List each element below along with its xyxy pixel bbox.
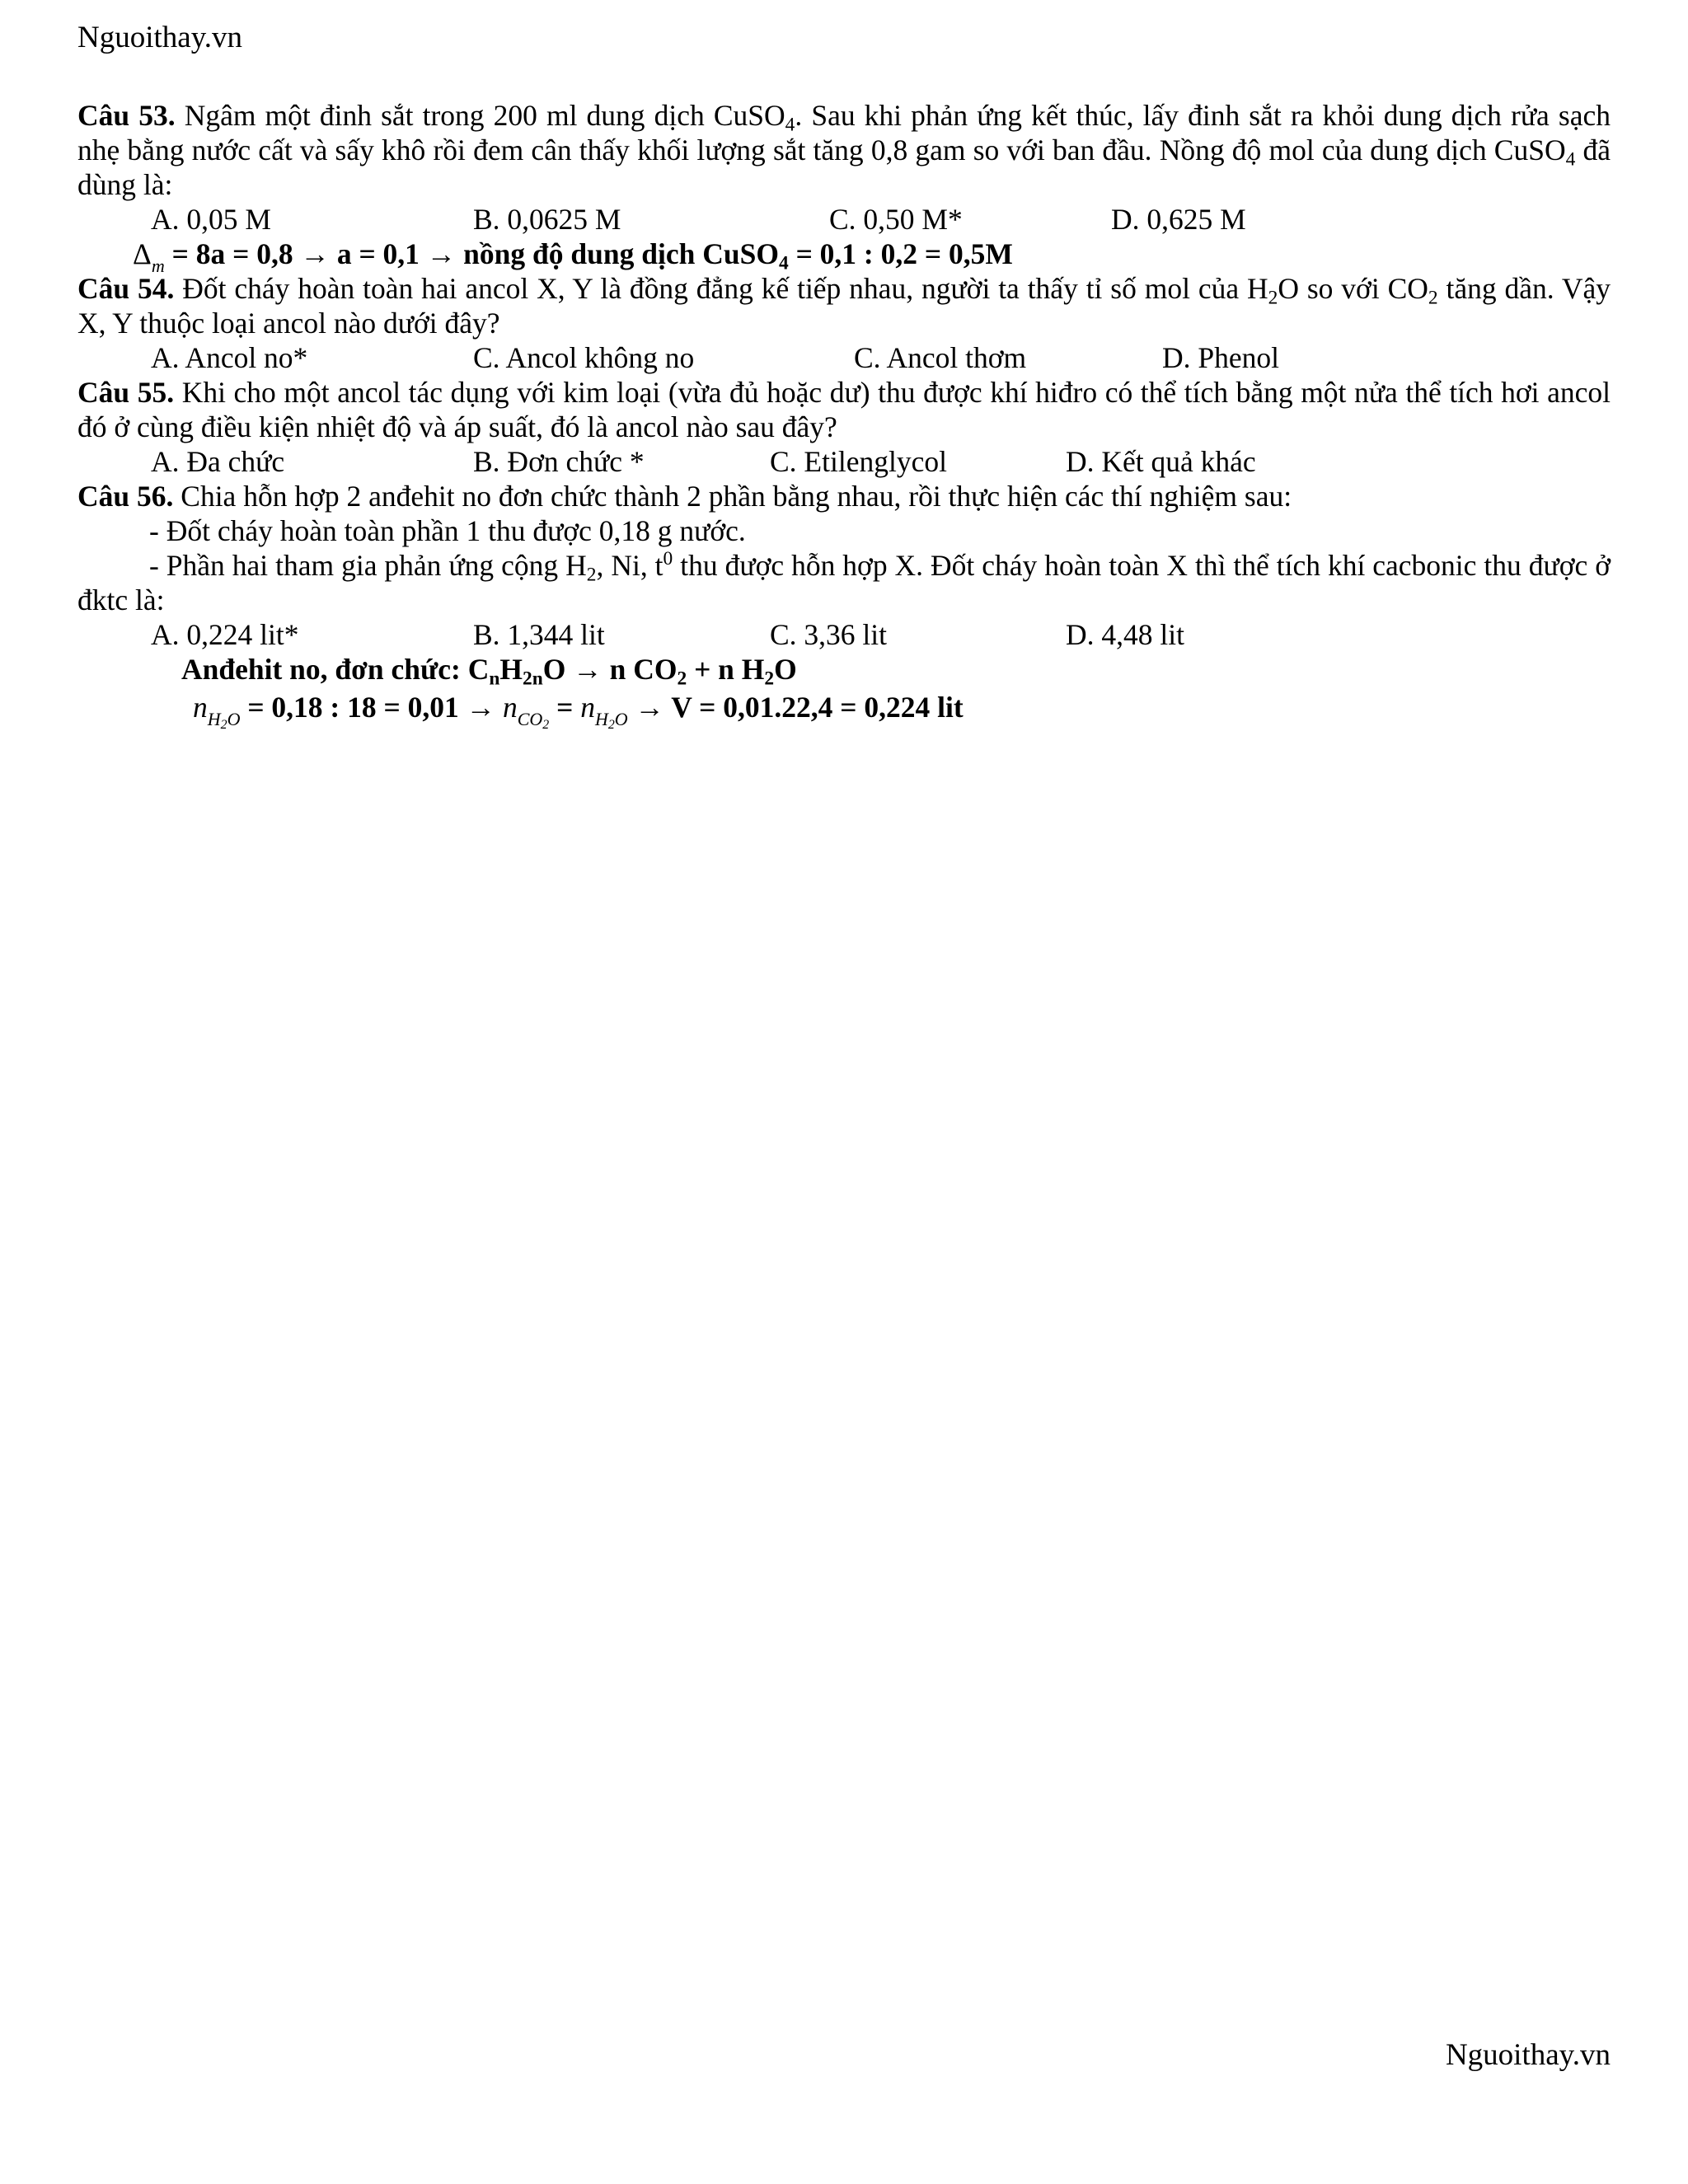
subscript: 2 <box>677 668 687 690</box>
question-54 <box>77 271 1611 340</box>
subscript-part: 2 <box>220 717 227 732</box>
solution-text: = <box>549 691 581 724</box>
question-53 <box>77 98 1611 202</box>
option-a: A. 0,05 M <box>151 203 271 236</box>
math-var: n <box>502 691 518 724</box>
option-b: B. 1,344 lit <box>473 618 605 651</box>
option-c: C. Ancol thơm <box>854 341 1027 374</box>
option-c: C. 3,36 lit <box>770 618 888 651</box>
subscript: 4 <box>778 252 789 274</box>
subscript: 4 <box>785 114 795 136</box>
solution-53 <box>77 237 1611 276</box>
option-a: A. 0,224 lit* <box>151 618 299 651</box>
content <box>77 98 1611 732</box>
delta-symbol: Δ <box>133 237 152 270</box>
subscript-part: H <box>594 708 608 729</box>
subscript-part: O <box>227 708 241 729</box>
question-text: tăng dần. Vậy X, Y thuộc loại ancol nào dưới đây? <box>77 272 1611 340</box>
solution-text: = 8a = 0,8 → a = 0,1 → nồng độ dung dịch CuSO <box>164 237 779 270</box>
subscript: 2 <box>586 564 597 586</box>
option-a: A. Ancol no* <box>151 341 308 374</box>
option-d: D. Kết quả khác <box>1066 445 1256 478</box>
step-2 <box>77 548 1611 617</box>
subscript-part: 2 <box>542 717 550 732</box>
question-number: Câu 56. <box>77 480 174 513</box>
solution-56-reaction <box>77 652 1611 690</box>
subscript: 2n <box>523 668 543 690</box>
option-d: D. 0,625 M <box>1111 203 1246 236</box>
option-d: D. 4,48 lit <box>1066 618 1184 651</box>
question-number: Câu 55. <box>77 376 175 409</box>
step-text: thu được hỗn hợp X. Đốt cháy hoàn toàn X thì thể tích khí cacbonic thu được ở đktc là: <box>77 549 1611 616</box>
solution-text: + n H <box>687 653 765 686</box>
question-number: Câu 53. <box>77 99 176 132</box>
solution-text: Anđehit no, đơn chức: C <box>181 653 490 686</box>
options-56 <box>77 617 1611 652</box>
subscript-part: CO <box>517 708 543 729</box>
option-b: B. 0,0625 M <box>473 203 621 236</box>
subscript: 4 <box>1565 148 1576 171</box>
solution-text: H <box>499 653 523 686</box>
page-footer: Nguoithay.vn <box>1445 2038 1611 2072</box>
solution-text: = 0,1 : 0,2 = 0,5M <box>788 237 1013 270</box>
step-1: - Đốt cháy hoàn toàn phần 1 thu được 0,18 g nước. <box>149 514 746 547</box>
page-header: Nguoithay.vn <box>77 21 243 54</box>
option-a: A. Đa chức <box>151 445 285 478</box>
subscript-part: 2 <box>607 717 615 732</box>
subscript: 2 <box>764 668 775 690</box>
question-text: Khi cho một ancol tác dụng với kim loại (vừa đủ hoặc dư) thu được khí hiđro có thể tích bằng một nửa thể tích hơi ancol đó ở cùng điều kiện nhiệt độ và áp suất, đó là ancol nào sau đây? <box>77 376 1611 443</box>
question-55 <box>77 375 1611 444</box>
option-b: B. Đơn chức * <box>473 445 645 478</box>
options-55 <box>77 444 1611 479</box>
subscript: n <box>489 668 500 690</box>
question-56 <box>77 479 1611 513</box>
solution-56-calc <box>77 690 1611 732</box>
question-text: Đốt cháy hoàn toàn hai ancol X, Y là đồng đẳng kế tiếp nhau, người ta thấy tỉ số mol của H <box>174 272 1268 305</box>
question-text: Ngâm một đinh sắt trong 200 ml dung dịch CuSO <box>175 99 785 132</box>
option-b: C. Ancol không no <box>473 341 695 374</box>
solution-text: = 0,18 : 18 = 0,01 → <box>240 691 503 724</box>
co2-subscript <box>517 708 550 732</box>
question-text: đã dùng là: <box>77 134 1611 201</box>
subscript: 2 <box>1268 287 1278 309</box>
subscript-part: H <box>207 708 221 729</box>
question-text: O so với CO <box>1278 272 1428 305</box>
options-53 <box>77 202 1611 237</box>
superscript: 0 <box>663 548 673 570</box>
question-number: Câu 54. <box>77 272 175 305</box>
math-var: n <box>580 691 595 724</box>
h2o-subscript <box>207 708 241 732</box>
step-text: - Phần hai tham gia phản ứng cộng H <box>149 549 587 582</box>
option-c: C. Etilenglycol <box>770 445 947 478</box>
step-text: , Ni, t <box>596 549 663 582</box>
solution-text: O <box>774 653 797 686</box>
subscript-part: O <box>614 708 628 729</box>
solution-text: → V = 0,01.22,4 = 0,224 lit <box>627 691 964 724</box>
question-text: Chia hỗn hợp 2 anđehit no đơn chức thành 2 phần bằng nhau, rồi thực hiện các thí nghiệm sau: <box>173 480 1292 513</box>
subscript: m <box>151 255 165 276</box>
option-d: D. Phenol <box>1162 341 1279 374</box>
options-54 <box>77 340 1611 375</box>
solution-text: O → n CO <box>542 653 678 686</box>
subscript: 2 <box>1428 287 1438 309</box>
math-var: n <box>193 691 208 724</box>
option-c: C. 0,50 M* <box>829 203 963 236</box>
question-text: . Sau khi phản ứng kết thúc, lấy đinh sắt ra khỏi dung dịch rửa sạch nhẹ bằng nước cất và sấy khô rồi đem cân thấy khối lượng sắt tăng 0,8 gam so với ban đầu. Nồng độ mol của dung dịch CuSO <box>77 99 1611 166</box>
h2o-subscript <box>594 708 628 732</box>
